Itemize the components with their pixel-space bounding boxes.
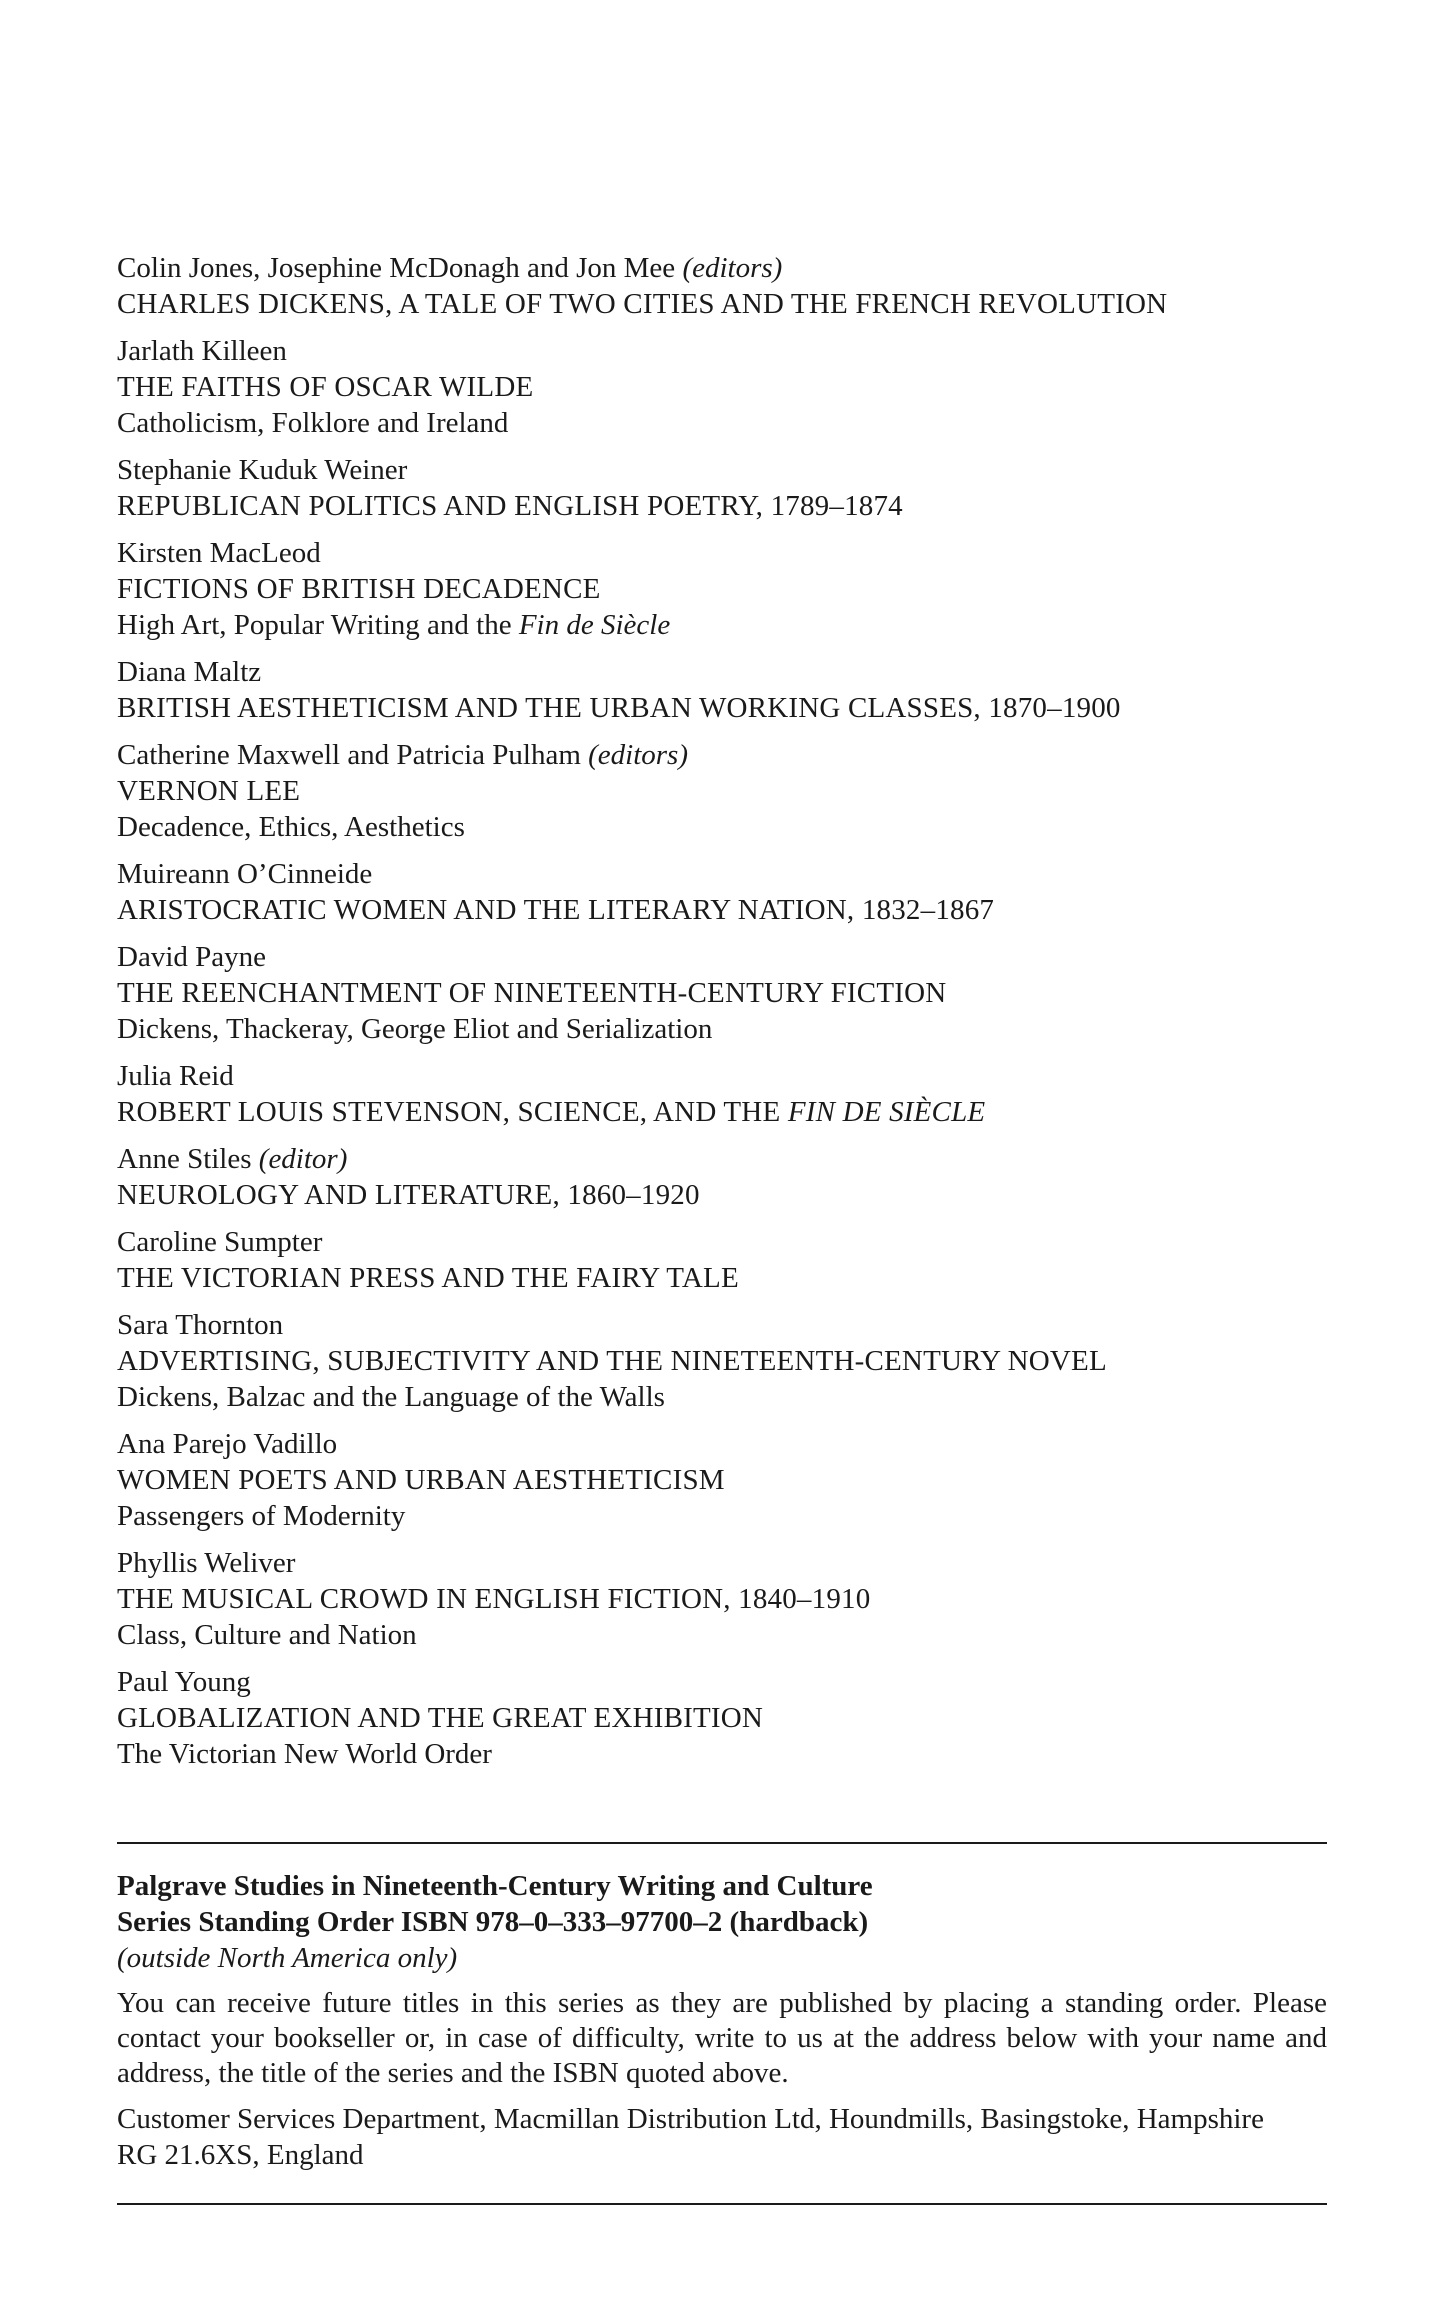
book-entry xyxy=(117,1058,1327,1130)
book-author xyxy=(117,1058,1327,1094)
title-text: THE MUSICAL CROWD IN ENGLISH FICTION, 1840–1910 xyxy=(117,1583,871,1615)
series-note: (outside North America only) xyxy=(117,1942,458,1974)
subtitle-text: Passengers of Modernity xyxy=(117,1500,406,1532)
author-name: Stephanie Kuduk Weiner xyxy=(117,454,408,486)
book-title xyxy=(117,975,1327,1011)
book-author xyxy=(117,939,1327,975)
book-author xyxy=(117,452,1327,488)
author-name: Paul Young xyxy=(117,1666,251,1698)
book-title xyxy=(117,1581,1327,1617)
book-author xyxy=(117,1141,1327,1177)
book-subtitle xyxy=(117,607,1327,643)
title-text: REPUBLICAN POLITICS AND ENGLISH POETRY, 1789–1874 xyxy=(117,490,903,522)
book-title xyxy=(117,1700,1327,1736)
book-author xyxy=(117,856,1327,892)
book-subtitle xyxy=(117,1379,1327,1415)
author-name: Ana Parejo Vadillo xyxy=(117,1428,338,1460)
book-entry xyxy=(117,1426,1327,1534)
title-text: VERNON LEE xyxy=(117,775,301,807)
series-isbn: Series Standing Order ISBN 978–0–333–97700–2 (hardback) xyxy=(117,1906,869,1938)
book-entry xyxy=(117,1307,1327,1415)
book-title xyxy=(117,892,1327,928)
book-subtitle xyxy=(117,1736,1327,1772)
author-name: Phyllis Weliver xyxy=(117,1547,296,1579)
book-title xyxy=(117,571,1327,607)
book-subtitle xyxy=(117,1617,1327,1653)
author-role: (editors) xyxy=(588,739,688,771)
author-name: Julia Reid xyxy=(117,1060,234,1092)
book-author xyxy=(117,1307,1327,1343)
subtitle-text: Dickens, Balzac and the Language of the Walls xyxy=(117,1381,665,1413)
author-name: Kirsten MacLeod xyxy=(117,537,321,569)
subtitle-text: Decadence, Ethics, Aesthetics xyxy=(117,811,465,843)
title-italic-text: FIN DE SIÈCLE xyxy=(787,1096,986,1128)
book-author xyxy=(117,1426,1327,1462)
book-entry xyxy=(117,1545,1327,1653)
title-text: FICTIONS OF BRITISH DECADENCE xyxy=(117,573,601,605)
title-text: ROBERT LOUIS STEVENSON, SCIENCE, AND THE xyxy=(117,1096,788,1128)
book-entry xyxy=(117,939,1327,1047)
book-subtitle xyxy=(117,809,1327,845)
subtitle-italic-text: Fin de Siècle xyxy=(518,609,671,641)
book-title xyxy=(117,773,1327,809)
book-subtitle xyxy=(117,1011,1327,1047)
subtitle-text: The Victorian New World Order xyxy=(117,1738,492,1770)
book-entry xyxy=(117,737,1327,845)
title-text: NEUROLOGY AND LITERATURE, 1860–1920 xyxy=(117,1179,700,1211)
author-name: Sara Thornton xyxy=(117,1309,284,1341)
book-entry xyxy=(117,654,1327,726)
book-title xyxy=(117,1260,1327,1296)
subtitle-text: High Art, Popular Writing and the xyxy=(117,609,519,641)
subtitle-text: Class, Culture and Nation xyxy=(117,1619,417,1651)
book-title xyxy=(117,1177,1327,1213)
address-line-2: RG 21.6XS, England xyxy=(117,2139,364,2171)
book-title xyxy=(117,369,1327,405)
book-author xyxy=(117,1545,1327,1581)
book-entry xyxy=(117,1664,1327,1772)
book-entry xyxy=(117,250,1327,322)
subtitle-text: Catholicism, Folklore and Ireland xyxy=(117,407,509,439)
author-name: Jarlath Killeen xyxy=(117,335,287,367)
book-author xyxy=(117,737,1327,773)
book-entry xyxy=(117,1141,1327,1213)
title-text: THE FAITHS OF OSCAR WILDE xyxy=(117,371,534,403)
address-block xyxy=(117,2101,1327,2173)
standing-order-paragraph: You can receive future titles in this series as they are published by placing a standing order. Please contact your bookseller or, in case of difficulty, write to us at the address below with your name and address, the title of the series and the ISBN quoted above. xyxy=(117,1987,1327,2089)
subtitle-text: Dickens, Thackeray, George Eliot and Serialization xyxy=(117,1013,713,1045)
book-author xyxy=(117,654,1327,690)
title-text: BRITISH AESTHETICISM AND THE URBAN WORKING CLASSES, 1870–1900 xyxy=(117,692,1121,724)
author-name: Anne Stiles xyxy=(117,1143,259,1175)
book-title xyxy=(117,488,1327,524)
book-entry xyxy=(117,1224,1327,1296)
bottom-divider xyxy=(117,2203,1327,2205)
book-title xyxy=(117,1343,1327,1379)
book-title xyxy=(117,286,1327,322)
author-role: (editor) xyxy=(258,1143,348,1175)
author-role: (editors) xyxy=(682,252,783,284)
book-title xyxy=(117,1094,1327,1130)
title-text: CHARLES DICKENS, A TALE OF TWO CITIES AND THE FRENCH REVOLUTION xyxy=(117,288,1168,320)
book-title xyxy=(117,1462,1327,1498)
book-entry xyxy=(117,535,1327,643)
author-name: Diana Maltz xyxy=(117,656,262,688)
author-name: Catherine Maxwell and Patricia Pulham xyxy=(117,739,589,771)
title-text: WOMEN POETS AND URBAN AESTHETICISM xyxy=(117,1464,725,1496)
book-entry xyxy=(117,333,1327,441)
book-title xyxy=(117,690,1327,726)
book-subtitle xyxy=(117,1498,1327,1534)
book-author xyxy=(117,535,1327,571)
book-subtitle xyxy=(117,405,1327,441)
series-info xyxy=(117,1868,1327,2173)
book-entry xyxy=(117,856,1327,928)
book-list xyxy=(117,250,1327,1783)
title-text: THE VICTORIAN PRESS AND THE FAIRY TALE xyxy=(117,1262,739,1294)
book-author xyxy=(117,1664,1327,1700)
author-name: Colin Jones, Josephine McDonagh and Jon Mee xyxy=(117,252,683,284)
address-line-1: Customer Services Department, Macmillan Distribution Ltd, Houndmills, Basingstoke, Hampshire xyxy=(117,2103,1264,2135)
title-text: THE REENCHANTMENT OF NINETEENTH-CENTURY FICTION xyxy=(117,977,947,1009)
title-text: GLOBALIZATION AND THE GREAT EXHIBITION xyxy=(117,1702,764,1734)
book-author xyxy=(117,1224,1327,1260)
book-author xyxy=(117,250,1327,286)
author-name: Caroline Sumpter xyxy=(117,1226,323,1258)
author-name: David Payne xyxy=(117,941,266,973)
author-name: Muireann O’Cinneide xyxy=(117,858,373,890)
book-entry xyxy=(117,452,1327,524)
top-divider xyxy=(117,1842,1327,1844)
series-name: Palgrave Studies in Nineteenth-Century Writing and Culture xyxy=(117,1870,873,1902)
title-text: ARISTOCRATIC WOMEN AND THE LITERARY NATION, 1832–1867 xyxy=(117,894,995,926)
title-text: ADVERTISING, SUBJECTIVITY AND THE NINETEENTH-CENTURY NOVEL xyxy=(117,1345,1107,1377)
book-author xyxy=(117,333,1327,369)
